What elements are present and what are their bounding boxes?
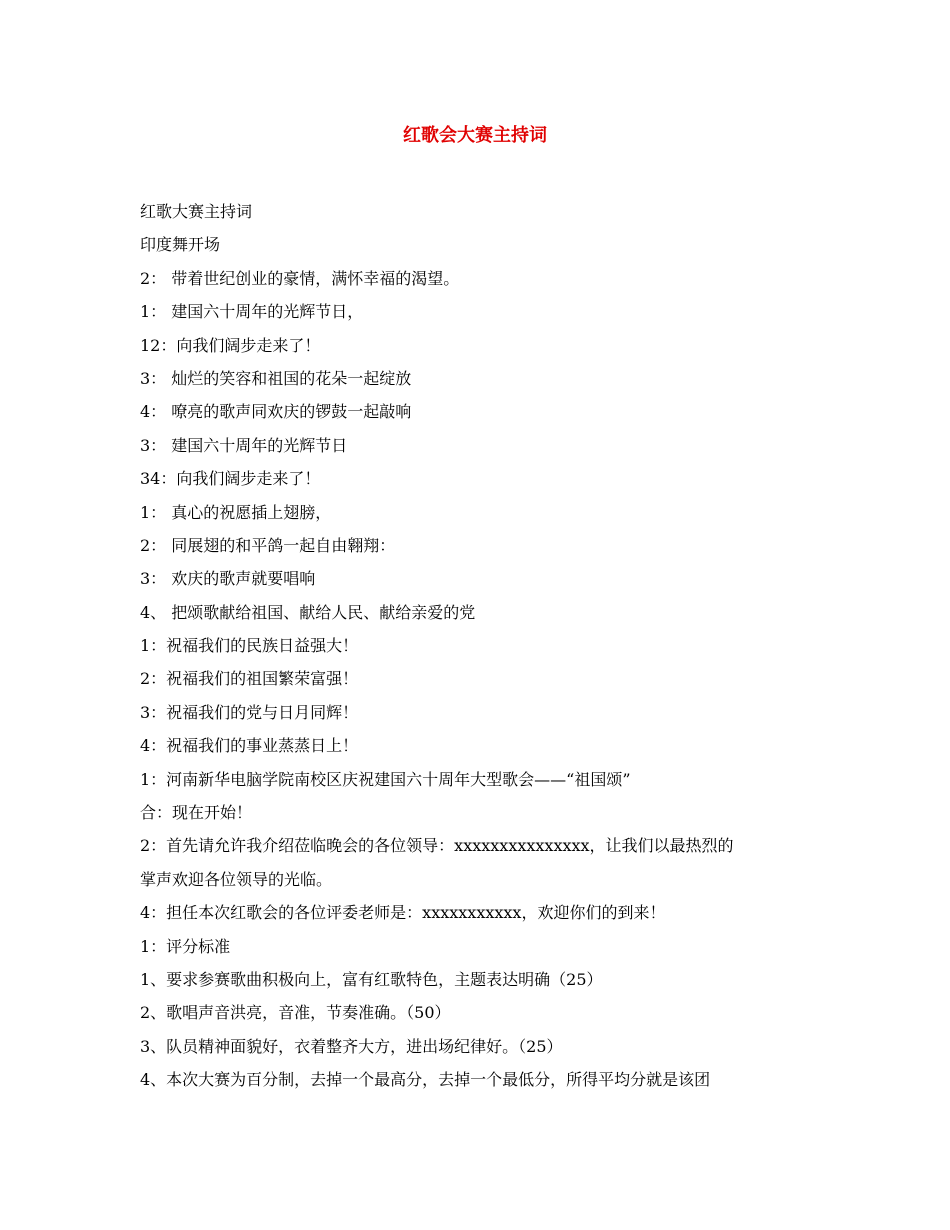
body-line: 3：祝福我们的党与日月同辉！ [140,702,359,722]
body-line: 2：首先请允许我介绍莅临晚会的各位领导：xxxxxxxxxxxxxxx，让我们以最热烈的 [140,836,734,856]
body-line: 1：河南新华电脑学院南校区庆祝建国六十周年大型歌会——“祖国颂” [140,769,631,789]
body-line: 1、要求参赛歌曲积极向上，富有红歌特色，主题表达明确（25） [140,969,603,989]
body-line: 合：现在开始！ [140,803,253,823]
body-line: 2： 同展翅的和平鸽一起自由翱翔： [140,535,396,555]
body-line: 4：祝福我们的事业蒸蒸日上！ [140,736,359,756]
body-line: 4：担任本次红歌会的各位评委老师是：xxxxxxxxxxx，欢迎你们的到来！ [140,903,666,923]
body-line: 2、歌唱声音洪亮，音准，节奏准确。（50） [140,1003,451,1023]
body-line: 3： 欢庆的歌声就要唱响 [140,569,316,589]
body-line: 红歌大赛主持词 [140,202,253,221]
body-line: 12：向我们阔步走来了！ [140,335,321,355]
body-line: 2： 带着世纪创业的豪情，满怀幸福的渴望。 [140,268,460,288]
document-body [140,195,820,1097]
body-line: 3、队员精神面貌好，衣着整齐大方，进出场纪律好。（25） [140,1036,563,1056]
body-line: 3： 灿烂的笑容和祖国的花朵一起绽放 [140,368,412,388]
body-line: 1：祝福我们的民族日益强大！ [140,636,359,656]
body-line: 2：祝福我们的祖国繁荣富强！ [140,669,359,689]
body-line: 1： 建国六十周年的光辉节日， [140,302,364,322]
body-line: 4： 嘹亮的歌声同欢庆的锣鼓一起敲响 [140,402,412,422]
document-title: 红歌会大赛主持词 [403,125,547,146]
body-line: 3： 建国六十周年的光辉节日 [140,435,348,455]
body-line: 印度舞开场 [140,235,221,255]
body-line: 1： 真心的祝愿插上翅膀， [140,502,332,522]
body-line: 34：向我们阔步走来了！ [140,469,321,489]
body-line: 4、本次大赛为百分制，去掉一个最高分，去掉一个最低分，所得平均分就是该团 [140,1070,711,1090]
body-line: 4、 把颂歌献给祖国、献给人民、献给亲爱的党 [140,602,476,622]
body-line: 掌声欢迎各位领导的光临。 [140,869,333,889]
body-line: 1：评分标准 [140,936,231,956]
